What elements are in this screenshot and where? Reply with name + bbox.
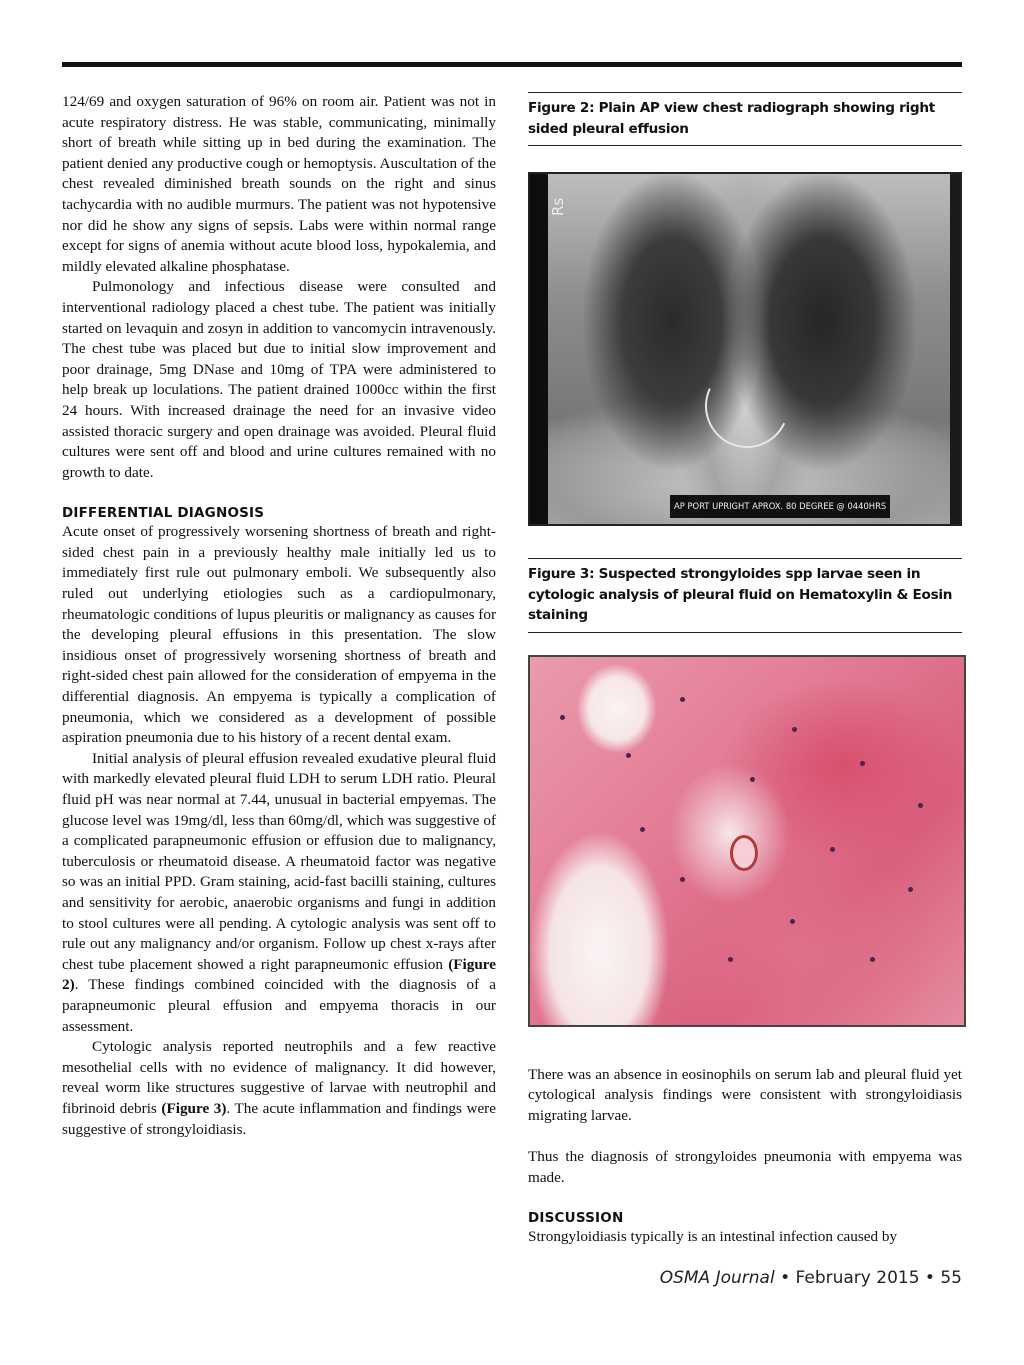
right-column — [528, 92, 962, 1248]
paragraph-text: . These findings combined coincided with the diagnosis of a parapneumonic pleural effusion and empyema thoracis in our assessment. — [62, 976, 496, 1035]
page-number: 55 — [940, 1268, 962, 1288]
paragraph — [62, 1037, 496, 1140]
figure-2-chest-radiograph — [528, 172, 962, 526]
nucleus — [792, 727, 797, 732]
nucleus — [908, 887, 913, 892]
chest-tube — [693, 352, 801, 460]
nucleus — [860, 761, 865, 766]
side-marker: Rs — [549, 197, 567, 216]
nucleus — [870, 957, 875, 962]
paragraph: Pulmonology and infectious disease were consulted and interventional radiology placed a chest tube. The patient was initially started on levaquin and zosyn in addition to vancomycin intravenously. The chest tube was placed but due to initial slow improvement and poor drainage, 5mg DNase and 10mg of TPA were administered to help break up loculations. The patient drained 1000cc within the first 24 hours. With increased drainage the need for an invasive video assisted thoracic surgery and open drainage was avoided. Pleural fluid cultures were sent off and blood and urine cultures remained with no growth to date. — [62, 278, 496, 481]
paragraph: Thus the diagnosis of strongyloides pneumonia with empyema was made. — [528, 1148, 962, 1186]
paragraph: Acute onset of progressively worsening shortness of breath and right-sided chest pain in a previously healthy male initially led us to immediately first rule out pulmonary emboli. We subsequently also ruled out underlying etiologies such as a cardiopulmonary, rheumatologic conditions of lupus pleuritis or malignancy as causes for the developing pleural effusions in this presentation. The slow insidious onset of progressively worsening shortness of breath and right-sided chest pain allowed for the consideration of empyema in the differential diagnosis. An empyema is typically a complication of pneumonia, which we considered as a development of possible aspiration pneumonia due to his history of a recent dental exam. — [62, 523, 497, 747]
section-heading-discussion: DISCUSSION — [528, 1210, 624, 1227]
journal-name: OSMA Journal — [659, 1268, 775, 1288]
left-column — [62, 92, 496, 1140]
figure-3-caption: Figure 3: Suspected strongyloides spp larvae seen in cytologic analysis of pleural fluid on Hematoxylin & Eosin staining — [528, 558, 962, 633]
nucleus — [626, 753, 631, 758]
larva-structure — [730, 835, 758, 871]
radiograph-label: AP PORT UPRIGHT APROX. 80 DEGREE @ 0440HRS — [670, 495, 890, 518]
figure-reference[interactable]: (Figure 3) — [161, 1099, 227, 1117]
paragraph-text: Cytologic analysis reported neutrophils and a few reactive mesothelial cells with no evidence of malignancy. It did however, reveal worm like structures suggestive of larvae with neutrophil and fibrinoid debris — [62, 1038, 496, 1117]
section-heading-differential: DIFFERENTIAL DIAGNOSIS — [62, 505, 265, 522]
figure-reference[interactable]: (Figure 2) — [62, 955, 496, 994]
top-rule — [62, 62, 962, 67]
nucleus — [918, 803, 923, 808]
nucleus — [640, 827, 645, 832]
footer-separator: • — [919, 1268, 941, 1288]
nucleus — [750, 777, 755, 782]
figure-2-caption: Figure 2: Plain AP view chest radiograph showing right sided pleural effusion — [528, 92, 962, 146]
paragraph-text: Initial analysis of pleural effusion revealed exudative pleural fluid with markedly elevated pleural fluid LDH to serum LDH ratio. Pleural fluid pH was near normal at 7.44, unusual in bacterial empyemas. The glucose level was 19mg/dl, less than 60mg/dl, which was suggestive of a complicated parapneumonic effusion or effusion due to malignancy, tuberculosis or rheumatoid disease. A rheumatoid factor was negative so was an initial PPD. Gram staining, acid-fast bacilli staining, cultures and sensitivity for aerobic, anaerobic organisms and fungi in addition to stool cultures were all pending. A cytologic analysis was sent off to rule out any malignancy and/or organism. Follow up chest x-rays after chest tube placement showed a right parapneumonic effusion — [62, 749, 496, 973]
film-edge — [530, 174, 548, 524]
paragraph: 124/69 and oxygen saturation of 96% on room air. Patient was not in acute respiratory distress. He was stable, communicating, minimally short of breath while sitting up in bed during the examination. The patient denied any productive cough or hemoptysis. Auscultation of the chest revealed diminished breath sounds on the right and sinus tachycardia with no audible murmurs. The patient was not hypotensive nor did he show any signs of sepsis. Labs were within normal range except for signs of anemia without acute blood loss, hypokalemia, and mildly elevated alkaline phosphatase. — [62, 93, 496, 275]
footer-separator: • — [774, 1268, 796, 1288]
figure-3-histology-image — [528, 655, 966, 1027]
issue-date: February 2015 — [795, 1268, 920, 1288]
paragraph-text: . The acute inflammation and findings were suggestive of strongyloidiasis. — [62, 1099, 496, 1138]
paragraph: There was an absence in eosinophils on serum lab and pleural fluid yet cytological analysis findings were consistent with strongyloidiasis migrating larvae. — [528, 1065, 962, 1124]
nucleus — [830, 847, 835, 852]
page-footer — [660, 1268, 962, 1288]
paragraph: Strongyloidiasis typically is an intestinal infection caused by — [528, 1228, 898, 1246]
nucleus — [560, 715, 565, 720]
paragraph — [62, 749, 496, 1037]
nucleus — [790, 919, 795, 924]
nucleus — [680, 697, 685, 702]
film-edge — [950, 174, 960, 524]
nucleus — [680, 877, 685, 882]
nucleus — [728, 957, 733, 962]
